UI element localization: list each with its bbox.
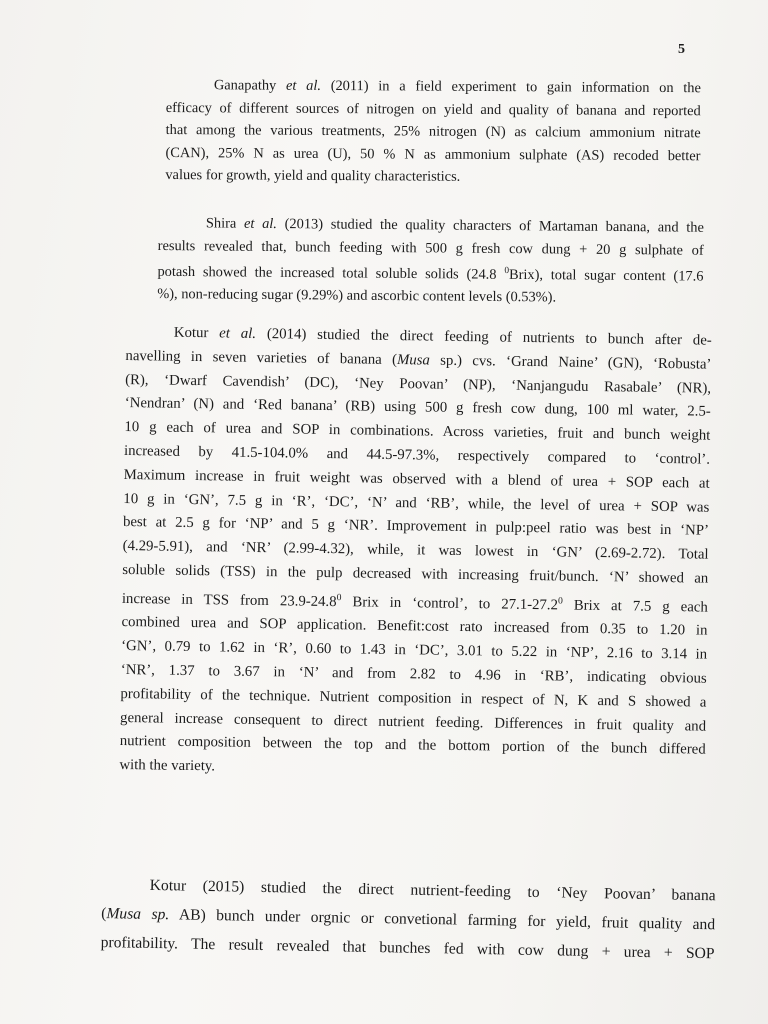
text-segment: navelling in seven varieties of banana ( [125, 347, 398, 368]
page-number: 5 [678, 42, 685, 57]
text-segment: increased by 41.5-104.0% and 44.5-97.3%, respectively compared to ‘control’. [123, 442, 711, 468]
text-segment: 0 [336, 591, 342, 603]
text-segment: nutrient composition between the top and the bottom portion of the bunch differed [119, 733, 706, 759]
text-segment: combined urea and SOP application. Benefit:cost rato increased from 0.35 to 1.20 in [121, 614, 708, 640]
text-line [165, 164, 700, 190]
text-segment: sp.) cvs. ‘Grand Naine’ (GN), ‘Robusta’ [429, 352, 712, 373]
text-segment: Musa sp. [106, 905, 170, 924]
text-line [165, 141, 700, 167]
text-segment: (2014) studied the direct feeding of nutrients to bunch after de- [255, 325, 712, 349]
text-segment: et al. [219, 325, 257, 342]
text-segment: best at 2.5 g for ‘NP’ and 5 g ‘NR’. Improvement in pulp:peel ratio was best in ‘NP’ [122, 514, 710, 540]
text-segment: Brix in ‘control’, to 27.1-27.2 [341, 593, 559, 614]
text-segment: Brix), total sugar content (17.6 [508, 266, 704, 285]
text-segment: (R), ‘Dwarf Cavendish’ (DC), ‘Ney Poovan’ (NP), ‘Nanjangudu Rasabale’ (NR), [125, 371, 712, 397]
text-segment: profitability. The result revealed that bunches fed with cow dung + urea + SOP [100, 933, 715, 963]
text-segment: general increase consequent to direct nutrient feeding. Differences in fruit quality and [119, 709, 707, 735]
text-segment: soluble solids (TSS) in the pulp decreased with increasing fruit/bunch. ‘N’ showed an [122, 561, 709, 587]
text-segment: ‘NR’, 1.37 to 3.67 in ‘N’ and from 2.82 to 4.96 in ‘RB’, indicating obvious [120, 662, 707, 687]
text-segment: (4.29-5.91), and ‘NR’ (2.99-4.32), while, it was lowest in ‘GN’ (2.69-2.72). Total [122, 538, 709, 563]
text-segment: Brix at 7.5 g each [562, 597, 708, 616]
text-segment: AB) bunch under orgnic or convetional farming for yield, fruit quality and [169, 906, 716, 934]
text-segment: Ganapathy [213, 77, 287, 94]
text-segment: Maximum increase in fruit weight was observed with a blend of urea + SOP each at [123, 466, 710, 492]
text-segment: Shira [205, 215, 245, 232]
text-segment: Kotur [173, 324, 220, 342]
text-segment: potash showed the increased total soluble solids (24.8 [157, 263, 505, 283]
text-segment: increase in TSS from 23.9-24.8 [121, 590, 337, 610]
paragraph-ganapathy [165, 74, 701, 190]
text-segment: ‘GN’, 0.79 to 1.62 in ‘R’, 0.60 to 1.43 in ‘DC’, 3.01 to 5.22 in ‘NP’, 2.16 to 3.14 in [121, 638, 708, 663]
paragraph-shira [157, 212, 704, 311]
text-segment: (2011) in a field experiment to gain information on the [320, 77, 701, 97]
text-segment: et al. [243, 215, 278, 233]
text-segment: 0 [504, 266, 510, 277]
text-segment: 10 g each of urea and SOP in combinations. Across varieties, fruit and bunch weight [124, 419, 711, 444]
text-segment: %), non-reducing sugar (9.29%) and ascorbic content levels (0.53%). [157, 286, 557, 306]
text-segment: profitability of the technique. Nutrient composition in respect of N, K and S showed a [120, 685, 707, 711]
text-line [166, 119, 701, 145]
paragraph-kotur-2014 [119, 321, 712, 787]
text-segment: that among the various treatments, 25% nitrogen (N) as calcium ammonium nitrate [165, 121, 701, 142]
text-segment: with the variety. [119, 757, 216, 775]
text-segment: et al. [285, 77, 322, 94]
text-segment: ‘Nendran’ (N) and ‘Red banana’ (RB) using 500 g fresh cow dung, 100 ml water, 2.5- [124, 395, 711, 421]
text-segment: 0 [557, 595, 563, 607]
text-segment: Kotur (2015) studied the direct nutrient-feeding to ‘Ney Poovan’ banana [149, 876, 716, 905]
text-segment: ( [101, 904, 107, 923]
paragraph-kotur-2015 [100, 870, 715, 968]
text-segment: efficacy of different sources of nitrogen on yield and quality of banana and reported [165, 99, 701, 119]
text-segment: 10 g in ‘GN’, 7.5 g in ‘R’, ‘DC’, ‘N’ and ‘RB’, while, the level of urea + SOP was [123, 490, 710, 516]
text-segment: values for growth, yield and quality characteristics. [165, 166, 461, 185]
text-segment: Musa [396, 351, 431, 369]
text-segment: (CAN), 25% N as urea (U), 50 % N as ammonium sulphate (AS) recoded better [165, 144, 701, 164]
text-segment: results revealed that, bunch feeding with 500 g fresh cow dung + 20 g sulphate of [157, 237, 704, 259]
text-line [166, 74, 701, 100]
text-segment: (2013) studied the quality characters of Martaman banana, and the [276, 216, 704, 236]
text-line [166, 96, 701, 122]
text-line [157, 283, 703, 310]
